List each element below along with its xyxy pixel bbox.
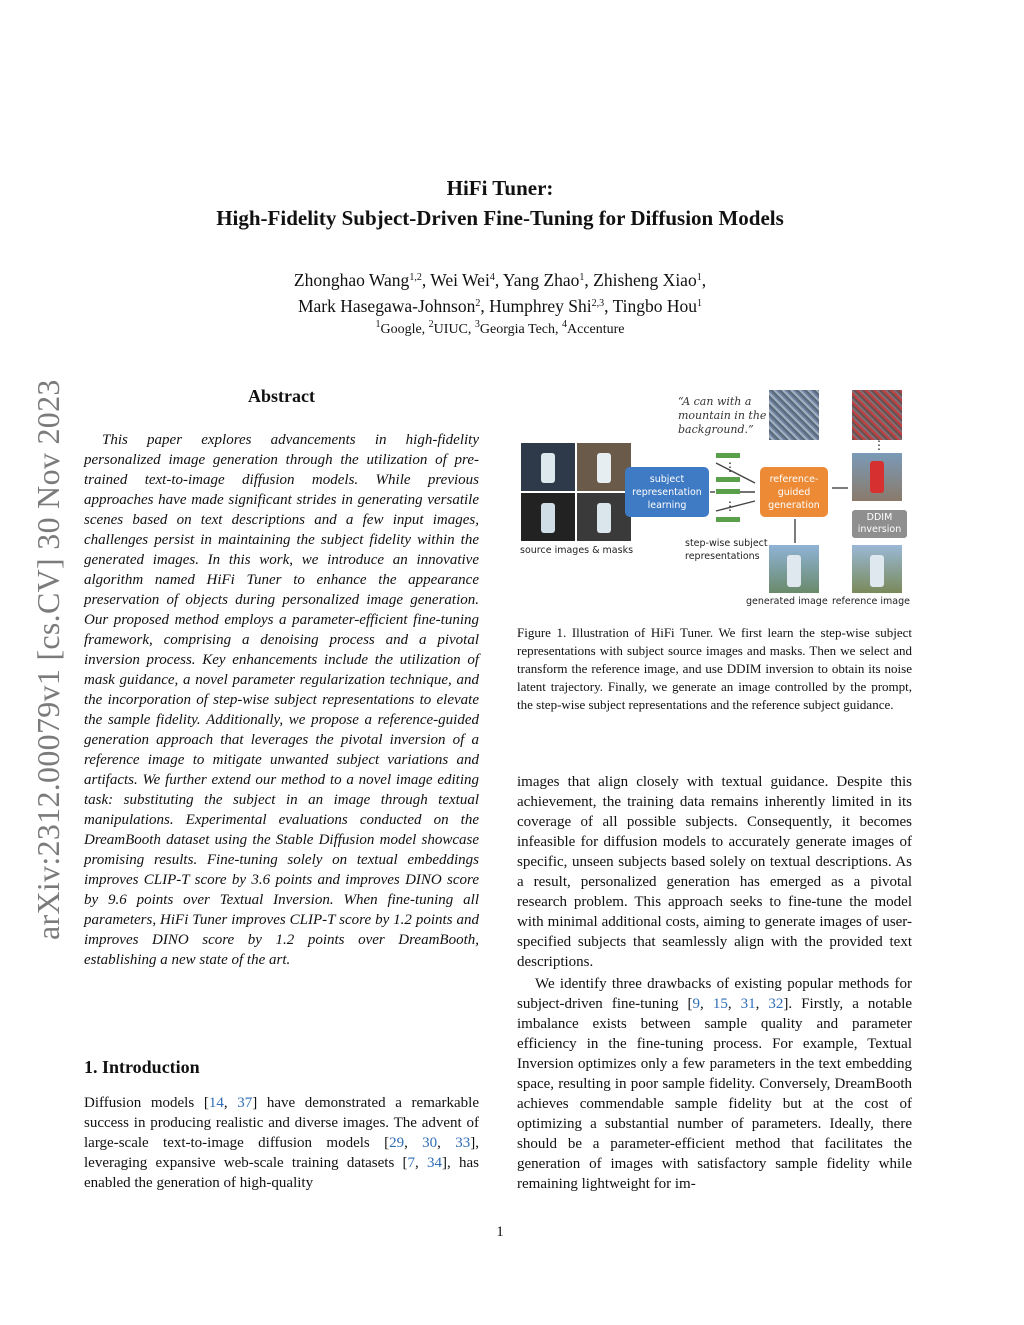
page-number: 1 — [496, 1224, 504, 1240]
citation-link[interactable]: 32 — [768, 996, 784, 1012]
ellipsis-icon: ⋮ — [724, 460, 736, 474]
generated-image — [769, 545, 819, 593]
generated-label: generated image — [746, 596, 828, 607]
reference-label: reference image — [832, 596, 910, 607]
author-name: Zhonghao Wang — [293, 270, 410, 290]
reference-image — [852, 545, 902, 593]
author-line-2: Mark Hasegawa-Johnson$^2$, Humphrey Shi$^{2,3}$, Tingbo Hou$^1$ — [297, 296, 703, 316]
citation-link[interactable]: 7 — [407, 1155, 416, 1171]
abstract-text: This paper explores advancements in high-fidelity personalized image generation through the utilization of pre-trained text-to-image diffusion models. While previous approaches have made significant strides in generating versatile scenes based on text descriptions and a few input images, challenges persist in maintaining the subject fidelity within the generated images. In this work, we introduce an innovative algorithm named HiFi Tuner to enhance the appearance preservation of objects during personalized image generation. Our proposed method employs a parameter-efficient fine-tuning framework, comprising a denoising process and a pivotal inversion process. Key enhancements include the utilization of mask guidance, a novel parameter regularization technique, and the incorporation of step-wise subject representations to elevate the sample fidelity. Additionally, we propose a reference-guided generation approach that leverages the pivotal inversion of a reference image to mitigate unwanted subject variations and artifacts. We further extend our method to a novel image editing task: substituting the subject in an image through textual manipulations. Experimental evaluations conducted on the DreamBooth dataset using the Stable Diffusion model showcase promising results. Fine-tuning solely on textual embeddings improves CLIP-T score by 3.6 points and improves DINO score by 9.6 points over Textual Inversion. When fine-tuning all parameters, HiFi Tuner improves CLIP-T score by 1.2 points and improves DINO score by 1.2 points over DreamBooth, establishing a new state of the art. — [84, 432, 479, 968]
abstract-heading: Abstract — [248, 386, 315, 406]
citation-link[interactable]: 14 — [208, 1095, 224, 1111]
green-bar — [716, 517, 740, 522]
paper-title-line1: HiFi Tuner: — [446, 176, 554, 200]
green-bar — [716, 453, 740, 458]
ddim-inversion-box: DDIM inversion — [852, 510, 907, 538]
reference-guided-box: reference-guided generation — [760, 467, 828, 517]
noise-image — [769, 390, 819, 440]
author-name: Humphrey Shi — [489, 296, 592, 316]
ellipsis-icon: ⋮ — [724, 499, 736, 513]
citation-link[interactable]: 34 — [427, 1155, 443, 1171]
author-name: Yang Zhao — [502, 270, 580, 290]
intro-heading: 1. Introduction — [84, 1057, 200, 1077]
citation-link[interactable]: 30 — [422, 1135, 438, 1151]
arxiv-identifier: arXiv:2312.00079v1 [cs.CV] 30 Nov 2023 — [30, 379, 66, 940]
intro-paragraph: Diffusion models [14, 37] have demonstrated a remarkable success in producing realistic and diverse images. The advent of large-scale text-to-image diffusion models [29, 30, 33], leveraging expansive web-scale training datasets [7, 34], has enabled the generation of high-quality — [84, 1095, 479, 1191]
citation-link[interactable]: 33 — [455, 1135, 471, 1151]
green-bar — [716, 489, 740, 494]
figure-caption: Figure 1. Illustration of HiFi Tuner. We first learn the step-wise subject representations with subject source images and masks. Then we select and transform the reference image, and use DDIM inversion to obtain its noise latent trajectory. Finally, we generate an image controlled by the prompt, the step-wise subject representations and the reference subject guidance. — [517, 625, 912, 712]
right-paragraph-1: images that align closely with textual guidance. Despite this achievement, the training data remains inherently limited in its coverage of all possible subjects. Consequently, it becomes infeasible for diffusion models to accurately generate images of specific, unseen subjects based solely on textual descriptions. As a result, personalized generation has emerged as a pivotal research problem. This approach seeks to fine-tune the model with minimal additional costs, aiming to generate images of user-specified subjects that seamlessly align with the provided text descriptions. — [517, 774, 912, 970]
affiliations: $^1$Google, $^2$UIUC, $^3$Georgia Tech, $^4$Accenture — [375, 319, 625, 337]
right-paragraph-2: We identify three drawbacks of existing popular methods for subject-driven fine-tuning [9, 15, 31, 32]. Firstly, a notable imbalance exists between sample quality and parameter efficiency in the fine-tuning process. For example, Textual Inversion optimizes only a few parameters in the text embedding space, resulting in poor sample fidelity. Conversely, DreamBooth achieves commendable sample fidelity but at the cost of optimizing a substantial number of parameters. Ideally, there should be a parameter-efficient method that facilitates the generation of images with satisfactory sample fidelity while remaining lightweight for im- — [517, 976, 913, 1192]
subject-representation-box: subject representation learning — [625, 467, 709, 517]
citation-link[interactable]: 9 — [692, 996, 701, 1012]
ellipsis-icon: ⋮ — [873, 438, 885, 452]
author-name: Tingbo Hou — [612, 296, 698, 316]
paper-title-line2: High-Fidelity Subject-Driven Fine-Tuning for Diffusion Models — [216, 206, 784, 230]
prompt-quote: “A can with a mountain in the background.” — [678, 395, 767, 436]
author-line-1: Zhonghao Wang$^{1,2}$, Wei Wei$^4$, Yang Zhao$^1$, Zhisheng Xiao$^1$, — [293, 270, 707, 290]
green-bar — [716, 477, 740, 482]
author-name: Mark Hasegawa-Johnson — [297, 296, 476, 316]
author-name: Zhisheng Xiao — [593, 270, 697, 290]
stepwise-label: step-wise subject representations — [685, 538, 768, 562]
noise-reference-image — [852, 390, 902, 440]
citation-link[interactable]: 15 — [712, 996, 728, 1012]
reference-intermediate-image — [852, 453, 902, 501]
citation-link[interactable]: 29 — [389, 1135, 405, 1151]
citation-link[interactable]: 37 — [237, 1095, 253, 1111]
author-name: Wei Wei — [430, 270, 490, 290]
citation-link[interactable]: 31 — [740, 996, 756, 1012]
source-label: source images & masks — [520, 545, 634, 556]
